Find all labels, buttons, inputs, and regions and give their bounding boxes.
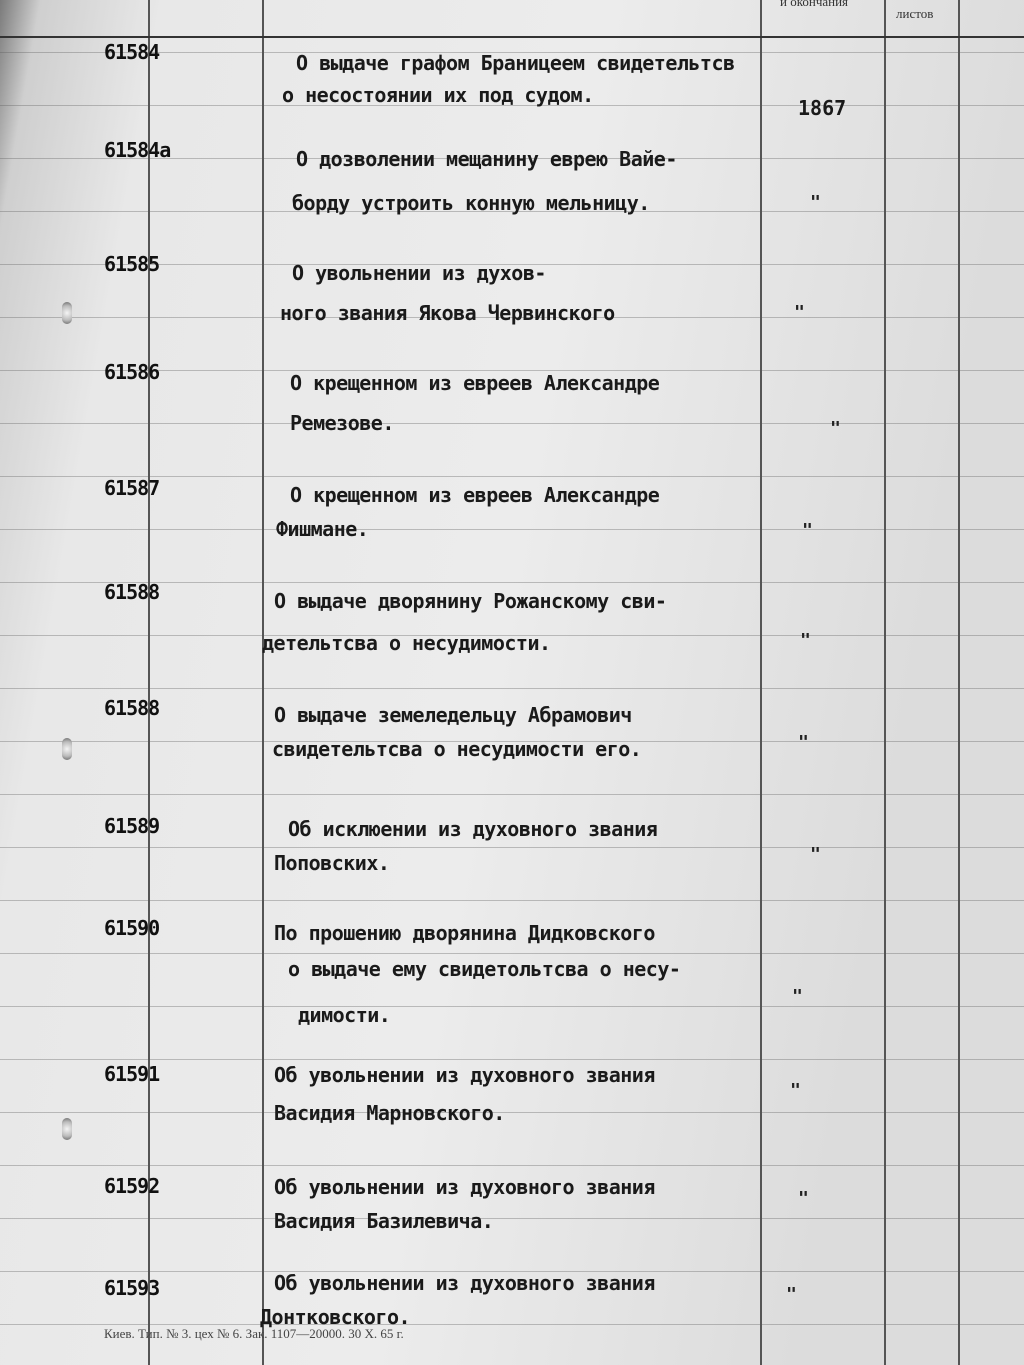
entry-description-line: о несостоянии их под судом. bbox=[282, 83, 594, 107]
ditto-mark: " bbox=[786, 1284, 797, 1305]
entry-description-line: свидетельтсва о несудимости его. bbox=[272, 737, 642, 761]
entry-description-line: борду устроить конную мельницу. bbox=[292, 191, 650, 215]
ditto-mark: " bbox=[794, 302, 805, 323]
entry-description-line: детельтсва о несудимости. bbox=[262, 631, 551, 655]
binder-rivet-top bbox=[62, 302, 72, 324]
column-rule-sheets bbox=[884, 0, 886, 1365]
entry-description-line: О крещенном из евреев Александре bbox=[290, 371, 660, 395]
entry-description-line: Ремезове. bbox=[290, 411, 394, 435]
entry-description-line: По прошению дворянина Дидковского bbox=[274, 921, 655, 945]
ditto-mark: " bbox=[810, 844, 821, 865]
entry-number: 61589 bbox=[104, 814, 160, 838]
entry-description-line: Донтковского. bbox=[260, 1305, 411, 1329]
binder-rivet-middle bbox=[62, 738, 72, 760]
entry-description-line: Фишмане. bbox=[276, 517, 369, 541]
entry-description-line: О выдаче земеледельцу Абрамович bbox=[274, 703, 632, 727]
column-rule-left bbox=[148, 0, 150, 1365]
entry-description-line: Об исклюении из духовного звания bbox=[288, 817, 658, 841]
entry-description-line: димости. bbox=[298, 1003, 391, 1027]
entry-number: 61585 bbox=[104, 252, 160, 276]
entry-description-line: О увольнении из духов- bbox=[292, 261, 546, 285]
header-col-end: и окончания bbox=[780, 0, 849, 9]
header-col-sheets: листов bbox=[896, 6, 934, 21]
ditto-mark: " bbox=[802, 520, 813, 541]
binder-rivet-bottom bbox=[62, 1118, 72, 1140]
entry-number: 61588 bbox=[104, 696, 160, 720]
entry-description-line: Об увольнении из духовного звания bbox=[274, 1063, 655, 1087]
entry-number: 61592 bbox=[104, 1174, 160, 1198]
entry-description-line: Васидия Базилевича. bbox=[274, 1209, 494, 1233]
entry-number: 61588 bbox=[104, 580, 160, 604]
ditto-mark: " bbox=[810, 192, 821, 213]
ditto-mark: " bbox=[790, 1080, 801, 1101]
entry-number: 61584а bbox=[104, 138, 171, 162]
column-rule-dates bbox=[760, 0, 762, 1365]
year-1867: 1867 bbox=[798, 96, 847, 120]
column-rule-notes bbox=[958, 0, 960, 1365]
entry-description-line: О выдаче графом Браницеем свидетельтсв bbox=[296, 51, 735, 75]
entry-description-line: Об увольнении из духовного звания bbox=[274, 1271, 655, 1295]
entry-number: 61586 bbox=[104, 360, 160, 384]
entry-number: 61590 bbox=[104, 916, 160, 940]
entry-description-line: о выдаче ему свидетольтсва о несу- bbox=[288, 957, 681, 981]
entry-number: 61584 bbox=[104, 40, 160, 64]
entry-number: 61591 bbox=[104, 1062, 160, 1086]
printer-imprint: Киев. Тип. № 3. цех № 6. Зак. 1107—20000. 30 X. 65 г. bbox=[104, 1326, 404, 1341]
entry-description-line: О выдаче дворянину Рожанскому сви- bbox=[274, 589, 667, 613]
ditto-mark: " bbox=[798, 1188, 809, 1209]
entry-description-line: Васидия Марновского. bbox=[274, 1101, 505, 1125]
entry-description-line: Об увольнении из духовного звания bbox=[274, 1175, 655, 1199]
entry-description-line: О дозволении мещанину еврею Вайе- bbox=[296, 147, 677, 171]
entry-description-line: О крещенном из евреев Александре bbox=[290, 483, 660, 507]
ditto-mark: " bbox=[830, 418, 841, 439]
column-rule-desc bbox=[262, 0, 264, 1365]
entry-number: 61587 bbox=[104, 476, 160, 500]
entry-description-line: ного звания Якова Червинского bbox=[280, 301, 615, 325]
entry-number: 61593 bbox=[104, 1276, 160, 1300]
entry-description-line: Поповских. bbox=[274, 851, 390, 875]
ditto-mark: " bbox=[792, 986, 803, 1007]
ditto-mark: " bbox=[800, 630, 811, 651]
ditto-mark: " bbox=[798, 732, 809, 753]
